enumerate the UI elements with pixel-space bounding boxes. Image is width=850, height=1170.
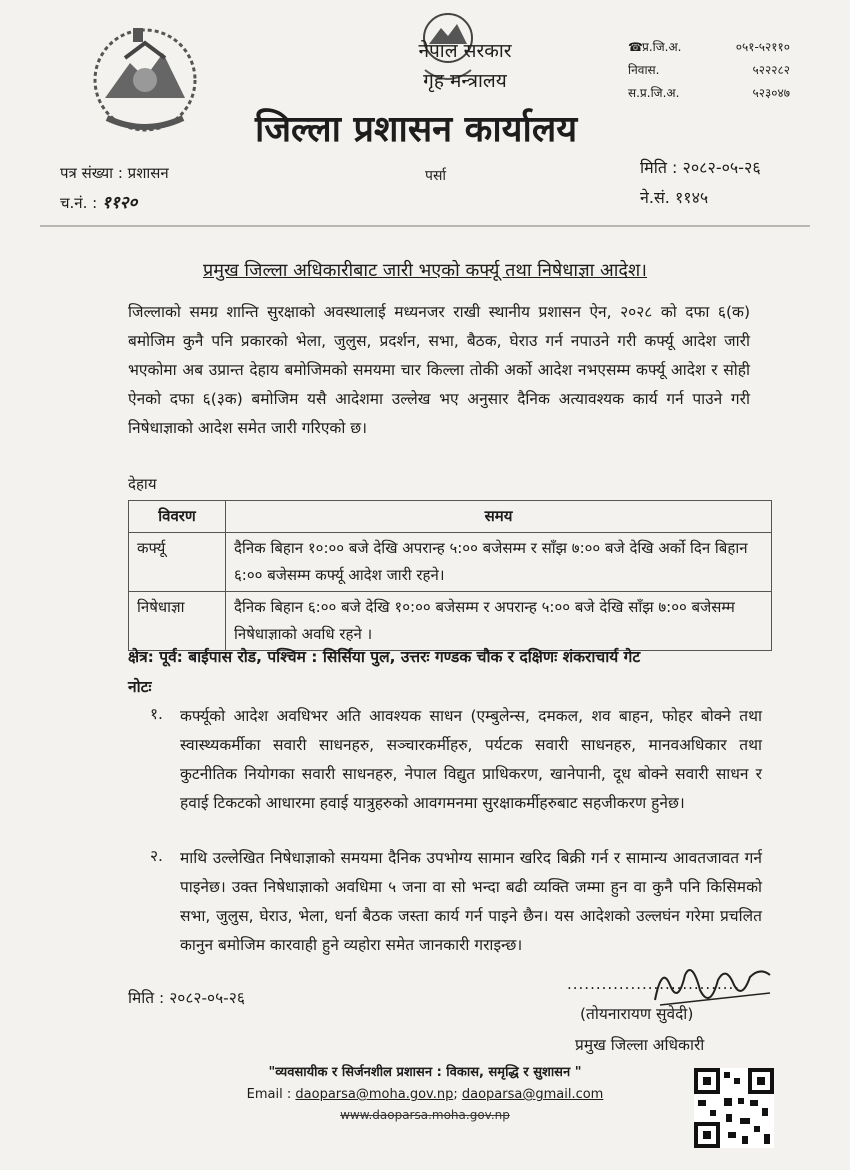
phone-icon: ☎ <box>628 40 643 54</box>
table-cell-time: दैनिक बिहान १०:०० बजे देखि अपरान्ह ५:०० बजेसम्म र साँझ ७:०० बजे देखि अर्को दिन बिहान ६:०० बजेसम्म कर्फ्यू आदेश जारी रहने। <box>226 533 772 592</box>
district-name: पर्सा <box>425 168 447 184</box>
qr-code-icon <box>694 1068 774 1148</box>
note-label: नोटः <box>128 678 152 696</box>
subject-text: प्रमुख जिल्ला अधिकारीबाट जारी भएको कर्फ्यू तथा निषेधाज्ञा आदेश। <box>202 260 648 281</box>
table-cell-time: दैनिक बिहान ६:०० बजे देखि १०:०० बजेसम्म र अपरान्ह ५:०० बजे देखि साँझ ७:०० बजेसम्म निषेधाज्ञाको अवधि रहने । <box>226 592 772 651</box>
table-cell-type: निषेधाज्ञा <box>129 592 226 651</box>
dispatch-number: च.नं. : ११२० <box>60 193 138 213</box>
footer-website[interactable]: www.daoparsa.moha.gov.np <box>340 1108 510 1122</box>
footer-slogan: "व्यवसायीक र सिर्जनशील प्रशासन : विकास, समृद्धि र सुशासन " <box>268 1065 582 1080</box>
table-header: विवरण <box>129 501 226 533</box>
signature-dots: .............................. <box>567 975 741 993</box>
footer-email: Email : daoparsa@moha.gov.np; daoparsa@gmail.com <box>246 1087 604 1102</box>
table-row <box>129 533 772 592</box>
reference-block <box>60 158 169 218</box>
government-heading <box>380 36 550 96</box>
signatory-name: (तोयनारायण सुवेदी) <box>580 1005 694 1023</box>
nepal-emblem-icon <box>85 18 205 138</box>
contact-row <box>628 36 790 59</box>
header-divider <box>40 225 810 227</box>
intro-paragraph: जिल्लाको समग्र शान्ति सुरक्षाको अवस्थालाई मध्यनजर राखी स्थानीय प्रशासन ऐन, २०२८ को दफा ६(क) बमोजिम कुनै पनि प्रकारको भेला, जुलुस, प्रदर्शन, सभा, बैठक, घेराउ गर्न नपाउने गरी कर्फ्यू आदेश जारी भएकोमा अब उप्रान्त देहाय बमोजिमको समयमा चार किल्ला तोकी अर्को आदेश नभएसम्म कर्फ्यू आदेश र सोही ऐनको दफा ६(३क) बमोजिम यसै आदेशमा उल्लेख भए अनुसार दैनिक अत्यावश्यक कार्य गर्न पाउने गरी निषेधाज्ञाको आदेश समेत जारी गरिएको छ। <box>128 303 750 437</box>
letter-number: पत्र संख्या : प्रशासन <box>60 164 169 182</box>
area-boundaries: क्षेत्र: पूर्व: बाईपास रोड, पश्चिम : सिर्सिया पुल, उत्तरः गण्डक चौक र दक्षिणः शंकराचार्य गेट <box>128 648 641 666</box>
note-number: २. <box>150 847 163 865</box>
contact-value: ५२२२८२ <box>752 63 790 77</box>
contact-row <box>628 59 790 82</box>
contact-label: निवास. <box>628 63 660 77</box>
table-cell-type: कर्फ्यू <box>129 533 226 592</box>
table-row <box>129 592 772 651</box>
table-header-row <box>129 501 772 533</box>
contact-row <box>628 82 790 105</box>
office-title: जिल्ला प्रशासन कार्यालय <box>255 109 578 150</box>
contact-value: ५२३०४७ <box>752 86 790 100</box>
dehaya-label: देहाय <box>128 475 157 493</box>
date-block <box>640 153 761 213</box>
schedule-table <box>128 500 772 651</box>
contact-list <box>628 36 790 105</box>
bottom-date: मिति : २०८२-०५-२६ <box>128 989 245 1007</box>
note-number: १. <box>150 705 163 723</box>
email-link[interactable]: daoparsa@gmail.com <box>461 1087 604 1102</box>
contact-value: ०५१-५२११० <box>735 40 790 54</box>
gov-line: नेपाल सरकार <box>418 40 512 62</box>
email-label: Email : <box>246 1087 292 1102</box>
ministry-name: गृह मन्त्रालय <box>423 70 507 92</box>
contact-label: स.प्र.जि.अ. <box>628 86 680 100</box>
contact-label: प्र.जि.अ. <box>642 40 682 54</box>
subject-line <box>0 258 850 282</box>
note-item: कर्फ्यूको आदेश अवधिभर अति आवश्यक साधन (एम्बुलेन्स, दमकल, शव बाहन, फोहर बोक्ने तथा स्वास्थ्यकर्मीका सवारी साधनहरु, सञ्चारकर्मीहरु, पर्यटक सवारी साधनहरु, मानवअधिकार तथा कुटनीतिक नियोगका सवारी साधनहरु, नेपाल विद्युत प्राधिकरण, खानेपानी, दूध बोक्ने सवारी साधन र हवाई टिकटको आधारमा हवाई यात्रुहरुको आवगमनमा सुरक्षाकर्मीहरुबाट सहजीकरण हुनेछ। <box>180 707 762 812</box>
table-header: समय <box>226 501 772 533</box>
signatory-title: प्रमुख जिल्ला अधिकारी <box>575 1036 705 1054</box>
dispatch-number-value: ११२० <box>102 193 138 213</box>
email-link[interactable]: daoparsa@moha.gov.np <box>295 1087 454 1102</box>
note-item: माथि उल्लेखित निषेधाज्ञाको समयमा दैनिक उपभोग्य सामान खरिद बिक्री गर्न र सामान्य आवतजावत गर्न पाइनेछ। उक्त निषेधाज्ञाको अवधिमा ५ जना वा सो भन्दा बढी व्यक्ति जम्मा हुन वा कुनै पनि किसिमको सभा, जुलुस, घेराउ, भेला, धर्ना बैठक जस्ता कार्य गर्न पाइने छैन। यस आदेशको उल्लघंन गरेमा प्रचलित कानुन बमोजिम कारवाही हुने व्यहोरा समेत जानकारी गराइन्छ। <box>180 849 762 954</box>
issue-date: मिति : २०८२-०५-२६ <box>640 158 761 177</box>
nepal-sambat-date: ने.सं. ११४५ <box>640 188 709 207</box>
